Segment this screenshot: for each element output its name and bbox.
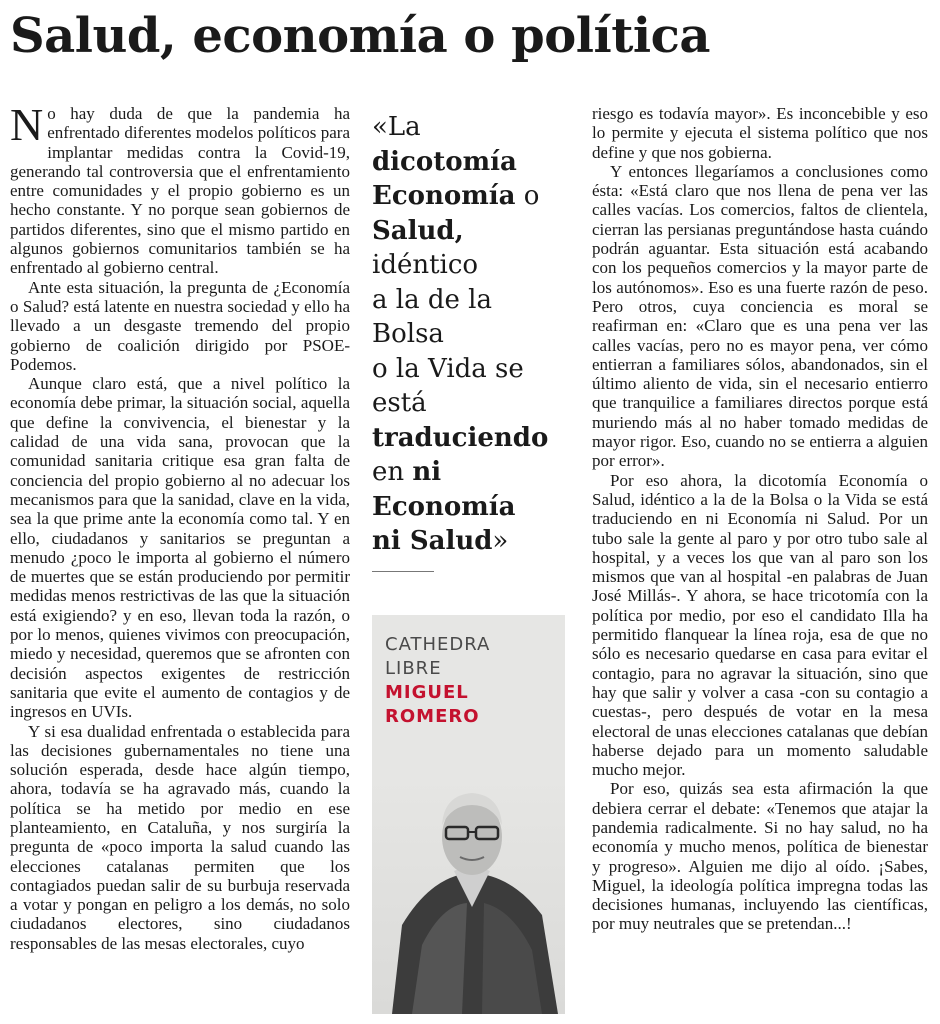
pull-quote-text: «La bbox=[372, 112, 421, 142]
pull-quote-bold: ni bbox=[412, 457, 442, 487]
pull-quote-text: o bbox=[523, 181, 540, 211]
pull-quote-bold: Economía bbox=[372, 491, 516, 522]
author-name: MIGUEL bbox=[385, 682, 469, 703]
article-column-left bbox=[10, 104, 350, 1009]
paragraph bbox=[10, 104, 350, 278]
pull-quote-text: » bbox=[492, 526, 509, 556]
paragraph: Ante esta situación, la pregunta de ¿Economía o Salud? está latente en nuestra sociedad y ello ha llevado a un desgaste tremendo del propio gobierno de coalición dirigido por PSOE-Podemos. bbox=[10, 277, 350, 374]
pull-quote-text: está bbox=[372, 388, 427, 418]
pull-quote-text: Bolsa bbox=[372, 319, 444, 349]
byline-box bbox=[372, 615, 565, 1014]
pull-quote-text: o la Vida se bbox=[372, 353, 524, 384]
pull-quote bbox=[372, 110, 572, 559]
article-column-right bbox=[592, 104, 928, 1009]
paragraph: Y entonces llegaríamos a conclusiones como ésta: «Está claro que nos llena de pena ver las calles vacías. Los comercios, faltos de clientela, cierran las persianas preguntándose hasta cuándo podrán aguantar. Esta situación está acabando con los pequeños comercios y la mayor parte de los autónomos». Eso es una fuerte razón de peso. Pero otros, cuya conciencia es moral se reafirman en: «Claro que es una pena ver las calles vacías, pero no es mayor pena, ver cómo entierran a familiares sólos, abandonados, sin el último aliento de vida, sin el necesario entierro que tranquilice a familiares directos porque está muriendo más al no haber tomado medidas de mayor rigor. Eso, cuando no se entierra a alguien por error». bbox=[592, 161, 928, 471]
pull-quote-bold: Salud, bbox=[372, 215, 464, 246]
pull-quote-text: a la de la bbox=[372, 284, 492, 315]
paragraph: Por eso ahora, la dicotomía Economía o Salud, idéntico a la de la Bolsa o la Vida se está traduciendo en ni Economía ni Salud. Por un tubo sale la gente al paro y por otro tubo sale al hospital, y a veces los que van al paro son los mismos que van al hospital -en palabras de Juan José Millás-. Y ahora, se hace tricotomía con la política por medio, por eso el candidato Illa ha permitido flanquear la línea roja, esa de que no sólo es necesario quedarse en casa para evitar el contagio, para no agravar la situación, sino que hay que salir y volver a casa -con su contagio a cuestas-, pero después de votar en la mesa electoral de unas elecciones catalanas que debían haberse dejado para un momento saludable mucho mejor. bbox=[592, 470, 928, 780]
pull-quote-text: idéntico bbox=[372, 250, 479, 280]
paragraph: Y si esa dualidad enfrentada o establecida para las decisiones gubernamentales no tiene una solución esperada, desde hace algún tiempo, ahora, todavía se ha agravado más, cuando la política se ha metido por medio en ese planteamiento, en Cataluña, y nos surgiría la pregunta de «poco importa la salud cuando las elecciones catalanas permiten que los contagiados puedan salir de su burbuja reservada a votar y pongan en peligro a los demás, no solo ciudadanos electores, sino ciudadanos responsables de las mesas electorales, cuyo bbox=[10, 721, 350, 953]
author-name: ROMERO bbox=[385, 706, 480, 727]
paragraph: riesgo es todavía mayor». Es inconcebible y eso lo permite y ejecuta el sistema político que nos define y que nos gobierna. bbox=[592, 104, 928, 162]
column-section-name: LIBRE bbox=[385, 658, 442, 679]
pull-quote-bold: ni Salud bbox=[372, 526, 493, 556]
pull-quote-text: en bbox=[372, 457, 405, 487]
byline bbox=[385, 633, 490, 729]
pull-quote-divider bbox=[372, 571, 434, 572]
column-section-name: CATHEDRA bbox=[385, 634, 491, 655]
paragraph: Por eso, quizás sea esta afirmación la que debiera cerrar el debate: «Tenemos que atajar la pandemia radicalmente. Si no hay salud, no ha economía y mucho menos, política de bienestar y progreso». Alguien me dijo al oído. ¡Sabes, Miguel, la ideología política impregna todas las decisiones humanas, incluyendo las científicas, por muy neutrales que se pretendan...! bbox=[592, 779, 928, 934]
pull-quote-bold: traduciendo bbox=[372, 422, 549, 453]
pull-quote-bold: Economía bbox=[372, 181, 516, 211]
drop-cap: N bbox=[10, 104, 44, 150]
paragraph: Aunque claro está, que a nivel político la economía debe primar, la situación social, aquella que define la convivencia, el bienestar y la calidad de una vida sana, provocan que la comunidad sanitaria critique esa gran falta de conciencia del propio gobierno al no adecuar los mecanismos para que la sanidad, clave en la vida, sea la que prime ante la economía como tal. Y en ello, ciudadanos y sanitarios se preguntan a menudo ¿poco le importa al gobierno el número de muertes que se están produciendo por permitir medidas menos restrictivas de las que la situación está exigiendo? y en eso, llevan toda la razón, o por lo menos, quienes vivimos con preocupación, miedo y necesidad, queremos que se afronten con decisión aspectos exigentes de restricción sanitaria que evite el aumento de contagios y de ingresos en UVIs. bbox=[10, 374, 350, 722]
page-title: Salud, economía o política bbox=[10, 8, 710, 64]
paragraph-text: o hay duda de que la pandemia ha enfrentado diferentes modelos políticos para implantar medidas contra la Covid-19, generando tal controversia que el enfrentamiento entre comunidades y el propio gobierno es un hecho constante. Y no porque sean gobiernos de partidos diferentes, sino que el mismo partido en algunos gobiernos comunitarios también se ha enfrentado al gobierno central. bbox=[10, 104, 350, 278]
author-photo bbox=[372, 775, 565, 1014]
pull-quote-bold: dicotomía bbox=[372, 146, 517, 177]
